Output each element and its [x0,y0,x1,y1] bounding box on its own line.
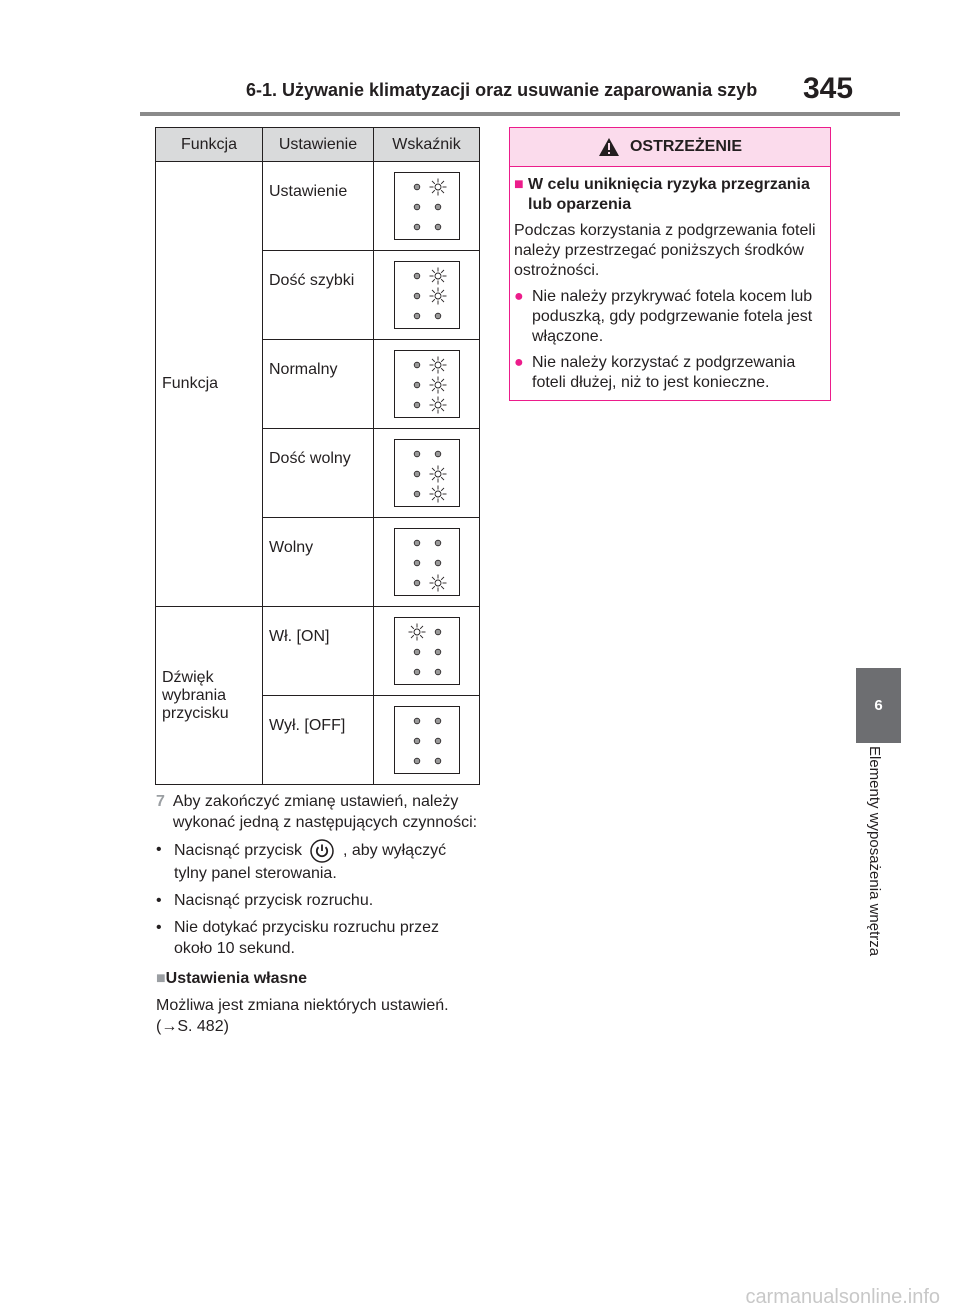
setting-label: Wył. [OFF] [269,717,346,734]
setting-label: Wł. [ON] [269,628,330,645]
warning-intro: Podczas korzystania z podgrzewania foteli należy przestrzegać poniższych środków ostrożności. [514,222,816,279]
setting-label: Dość wolny [269,450,351,467]
indicator-cell [374,607,480,696]
bullet-text: Nie dotykać przycisku rozruchu przez około 10 sekund. [174,919,439,957]
setting-cell [263,518,374,607]
setting-cell [263,340,374,429]
indicator-off-icon [435,560,441,566]
page-number: 345 [803,72,854,105]
indicator-off-icon [414,758,420,764]
indicator-on-icon [429,179,446,196]
indicator-off-icon [435,204,441,210]
setting-cell [263,607,374,696]
indicator-lights [394,528,460,596]
indicator-off-icon [435,313,441,319]
indicator-off-icon [414,649,420,655]
indicator-cell [374,251,480,340]
setting-label: Ustawienie [269,183,348,200]
instructions [156,791,480,1037]
indicator-on-icon [408,624,425,641]
indicator-off-icon [414,451,420,457]
indicator-off-icon [435,758,441,764]
indicator-off-icon [414,540,420,546]
indicator-cell [374,340,480,429]
indicator-off-icon [435,540,441,546]
list-item: • Nie dotykać przycisku rozruchu przez około 10 sekund. [156,917,480,959]
table-header-row [156,128,480,162]
indicator-off-icon [414,184,420,190]
setting-label: Dość szybki [269,272,355,289]
indicator-lights [394,261,460,329]
indicator-off-icon [414,313,420,319]
indicator-on-icon [429,486,446,503]
function-group-cell: Funkcja [156,162,263,607]
power-button-icon [310,839,334,863]
indicator-off-icon [435,738,441,744]
list-item: ● Nie należy korzystać z podgrzewania foteli dłużej, niż to jest konieczne. [514,354,796,391]
column-header: Funkcja [156,128,263,162]
indicator-off-icon [414,382,420,388]
indicator-off-icon [414,669,420,675]
column-header: Ustawienie [263,128,374,162]
indicator-cell [374,696,480,785]
indicator-off-icon [435,649,441,655]
header-divider [140,112,900,116]
column-header: Wskaźnik [374,128,480,162]
warning-header [510,128,830,167]
step-text: Aby zakończyć zmianę ustawień, należy wykonać jedną z następujących czynności: [172,793,478,831]
warning-title: OSTRZEŻENIE [629,138,742,155]
indicator-off-icon [414,224,420,230]
indicator-off-icon [414,362,420,368]
setting-label: Normalny [269,361,338,378]
list-item: ● Nie należy przykrywać fotela kocem lub poduszką, gdy podgrzewanie fotela jest włączone. [514,288,813,345]
indicator-lights [394,350,460,418]
indicator-on-icon [429,268,446,285]
indicator-off-icon [414,560,420,566]
setting-cell [263,696,374,785]
indicator-off-icon [414,491,420,497]
indicator-on-icon [429,357,446,374]
indicator-off-icon [414,718,420,724]
setting-cell [263,429,374,518]
indicator-cell [374,162,480,251]
indicator-lights [394,439,460,507]
section-title: ■Ustawienia własne [156,970,308,987]
indicator-off-icon [435,629,441,635]
page-header-title: 6-1. Używanie klimatyzacji oraz usuwanie zaparowania szyb [246,80,758,100]
indicator-off-icon [414,204,420,210]
warning-box [509,127,831,401]
indicator-off-icon [414,293,420,299]
chapter-tab: 6 [856,668,901,743]
setting-label: Wolny [269,539,314,556]
indicator-on-icon [429,397,446,414]
bullet-text: Nacisnąć przycisk rozruchu. [174,892,374,909]
indicator-lights [394,617,460,685]
section-text: Możliwa jest zmiana niektórych ustawień. (→S. 482) [156,997,449,1035]
indicator-off-icon [414,580,420,586]
warning-triangle-icon [598,137,620,157]
step-7 [156,791,480,833]
indicator-lights [394,172,460,240]
warning-subtitle: ■ W celu uniknięcia ryzyka przegrzania lub oparzenia [514,176,810,213]
chapter-label: Elementy wyposażenia wnętrza [866,746,883,957]
indicator-on-icon [429,288,446,305]
indicator-cell [374,518,480,607]
settings-table [155,127,480,785]
table-row [156,607,480,696]
indicator-off-icon [435,451,441,457]
step-number: 7 [156,793,165,810]
indicator-off-icon [414,402,420,408]
list-item: • Nacisnąć przycisk , aby wyłączyć tylny panel sterowania. [156,841,447,882]
bullet-text: Nacisnąć przycisk [174,842,303,860]
indicator-off-icon [414,273,420,279]
indicator-off-icon [414,738,420,744]
watermark: carmanualsonline.info [745,1286,940,1308]
indicator-on-icon [429,575,446,592]
function-group-cell: Dźwięk wybrania przycisku [156,607,263,785]
indicator-on-icon [429,377,446,394]
bullet-text: , aby wyłączyć tylny panel sterowania. [174,842,447,882]
table-row [156,162,480,251]
setting-cell [263,251,374,340]
indicator-off-icon [435,718,441,724]
list-item: • Nacisnąć przycisk rozruchu. [156,892,374,909]
indicator-off-icon [414,471,420,477]
indicator-off-icon [435,224,441,230]
indicator-on-icon [429,466,446,483]
setting-cell [263,162,374,251]
indicator-off-icon [435,669,441,675]
indicator-lights [394,706,460,774]
indicator-cell [374,429,480,518]
